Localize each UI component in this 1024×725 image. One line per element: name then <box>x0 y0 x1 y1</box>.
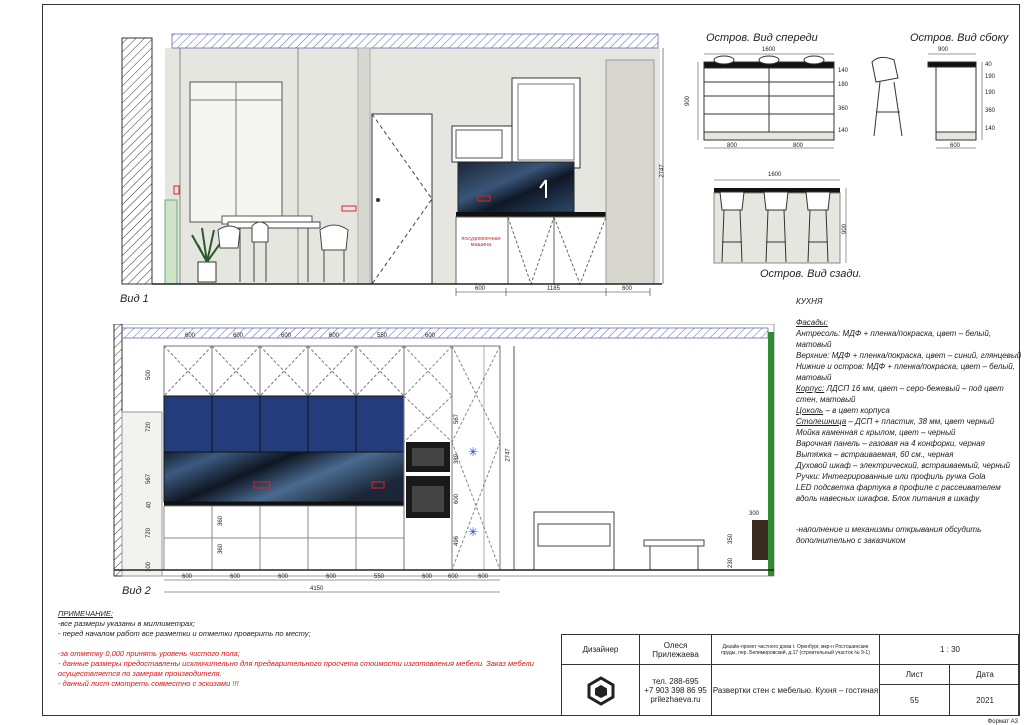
spec-cokol: – в цвет корпуса <box>823 406 890 415</box>
v2-right-3: 600 <box>454 493 461 505</box>
island-side-depth: 600 <box>950 143 961 149</box>
island-back-title: Остров. Вид сзади. <box>760 268 862 280</box>
v2-bot-3: 600 <box>278 574 289 580</box>
island-front-width: 1600 <box>762 47 776 53</box>
island-front-r1: 140 <box>838 68 849 74</box>
island-front-title: Остров. Вид спереди <box>706 32 818 44</box>
island-side-r2: 190 <box>985 74 996 80</box>
v2-top-5: 550 <box>377 333 388 339</box>
v2-top-3: 600 <box>281 333 292 339</box>
island-back-width: 1600 <box>768 172 782 178</box>
island-front-half-b: 800 <box>793 143 804 149</box>
notes-title: ПРИМЕЧАНИЕ: <box>58 609 113 618</box>
view1-dim-2747: 2747 <box>659 164 666 178</box>
v2-top-1: 600 <box>185 333 196 339</box>
v2-bot-2: 600 <box>230 574 241 580</box>
sheet-label: Лист <box>880 665 950 685</box>
spec-handles: Ручки: Интегрированные или профиль ручка Gola <box>796 472 986 481</box>
front-stools <box>714 56 824 64</box>
designer-label: Дизайнер <box>562 635 640 665</box>
v2-bot-6: 600 <box>422 574 433 580</box>
spec-sink: Мойка каменная с крылом, цвет – черный <box>796 428 956 437</box>
v2-dim-360b: 360 <box>218 543 225 555</box>
contact-phone-1: тел. 288-695 <box>652 677 699 686</box>
project-name: Дизайн-проект частного дома г. Оренбург, мкр-н Ростошинские пруды, пер. Белимировский, д.17 (строительный участок № 9-1) <box>712 635 880 665</box>
note-red-3: - данный лист смотреть совместно с эскизами !!! <box>58 679 239 688</box>
format-label: Формат А3 <box>987 719 1018 725</box>
spec-countertop: – ДСП + пластик, 38 мм, цвет черный <box>846 417 995 426</box>
date-label: Дата <box>950 665 1020 685</box>
logo-icon <box>586 676 616 706</box>
island-front-r4: 140 <box>838 128 849 134</box>
view1-label: Вид 1 <box>120 293 149 305</box>
view2-base-cabinets <box>164 506 404 570</box>
tv-stand <box>752 520 768 560</box>
island-side-r3: 190 <box>985 90 996 96</box>
island-side-r4: 360 <box>985 108 996 114</box>
v2-bot-4: 600 <box>326 574 337 580</box>
v2-left-2: 720 <box>146 421 153 433</box>
drawing-title: Развертки стен с мебелью. Кухня – гостиная <box>712 665 880 716</box>
island-back-height: 900 <box>842 223 849 235</box>
island-side-r5: 140 <box>985 126 996 132</box>
island-back-drawing <box>700 178 850 268</box>
v2-left-5: 720 <box>146 527 153 539</box>
note-red-2: - данные размеры предоставлены исключительно для предварительного просчета стоимости изготовления мебели. Заказ мебели осуществляется по замерам производителя. <box>58 659 534 678</box>
designer-name: Олеся Прилежаева <box>640 635 712 665</box>
scale: 1 : 30 <box>880 635 1020 665</box>
green-wall <box>768 332 774 576</box>
upper-blue-cabinets <box>164 396 404 452</box>
view1-elevation <box>110 30 670 300</box>
notes-block <box>58 609 558 689</box>
dishwasher-annotation: посудомоечная машина <box>461 236 501 248</box>
spec-countertop-heading: Столешница <box>796 417 847 426</box>
v2-left-3: 567 <box>146 473 153 485</box>
sheet-number: 55 <box>880 685 950 716</box>
v2-bot-1: 600 <box>182 574 193 580</box>
v2-left-6: 100 <box>146 561 153 573</box>
contact-site: prilezhaeva.ru <box>650 695 701 704</box>
note-2: - перед началом работ все разметки и отметки проверить по месту; <box>58 629 311 638</box>
island-side-title: Остров. Вид сбоку <box>910 32 1009 44</box>
v2-right-2: 389 <box>454 453 461 465</box>
v2-total: 4150 <box>310 586 324 592</box>
contact-phone-2: +7 903 398 86 95 <box>644 686 707 695</box>
v2-bot-8: 600 <box>478 574 489 580</box>
year: 2021 <box>976 696 994 705</box>
spec-facades-heading: Фасады: <box>796 318 828 327</box>
mezzanine-cabinets <box>164 346 404 396</box>
note-red-1: -за отметку 0,000 принять уровень чистого пола; <box>58 649 240 658</box>
view1-dim-600b: 600 <box>622 286 633 292</box>
kitchen-spec <box>796 296 1024 546</box>
spec-facades-2: Верхние: МДФ + пленка/покраска, цвет – синий, глянцевый <box>796 351 1022 360</box>
v2-dim-300: 300 <box>749 511 760 517</box>
island-front-side-drawing <box>690 46 1024 156</box>
spec-title: КУХНЯ <box>796 297 823 306</box>
v2-top-6: 600 <box>425 333 436 339</box>
spec-note: -наполнение и механизмы открывания обсудить дополнительно с заказчиком <box>796 525 982 545</box>
v2-dim-350: 350 <box>728 533 735 545</box>
tall-oven-unit <box>404 346 452 570</box>
title-block <box>561 634 1019 716</box>
spec-cokol-heading: Цоколь <box>796 406 824 415</box>
base-cabinets <box>456 217 606 284</box>
v2-dim-230: 230 <box>728 557 735 569</box>
view1-dim-600a: 600 <box>475 286 486 292</box>
view2-label: Вид 2 <box>122 585 151 597</box>
v2-right-4: 496 <box>454 535 461 547</box>
contacts <box>640 665 712 716</box>
designer-logo <box>562 665 640 716</box>
ceiling-section <box>172 34 658 48</box>
v2-bot-7: 600 <box>448 574 459 580</box>
island-front-r2: 180 <box>838 82 849 88</box>
spec-hob: Варочная панель – газовая на 4 конфорки, черная <box>796 439 985 448</box>
v2-height-2747: 2747 <box>505 448 512 462</box>
island-side-r1: 40 <box>985 62 992 68</box>
backsplash <box>458 162 574 212</box>
island-front-height: 900 <box>685 95 692 107</box>
island-side-width: 900 <box>938 47 949 53</box>
view2-elevation <box>104 324 784 594</box>
v2-left-4: 40 <box>146 501 153 509</box>
v2-right-1: 567 <box>454 413 461 425</box>
view2-backsplash <box>164 452 404 502</box>
spec-korpus: ЛДСП 16 мм, цвет – серо-бежевый – под цвет стен, матовый <box>796 384 1004 404</box>
note-1: -все размеры указаны в миллиметрах; <box>58 619 196 628</box>
spec-led: LED подсветка фартука в профиле с рассеивателем вдоль навесных шкафов. Блок питания в шкафу <box>796 483 1001 503</box>
countertop <box>456 212 606 217</box>
view1-dim-1185: 1185 <box>547 286 560 292</box>
v2-bot-5: 550 <box>374 574 385 580</box>
spec-korpus-heading: Корпус: <box>796 384 825 393</box>
svg-text:✳: ✳ <box>468 525 479 539</box>
spec-facades-3: Нижние и остров: МДФ + пленка/покраска, цвет – белый, матовый <box>796 362 1015 382</box>
spec-hood: Вытяжка – встраиваемая, 60 см., черная <box>796 450 954 459</box>
v2-top-4: 600 <box>329 333 340 339</box>
island-front-r3: 360 <box>838 106 849 112</box>
v2-dim-360a: 360 <box>218 515 225 527</box>
left-wall-section <box>122 38 152 284</box>
v2-top-2: 600 <box>233 333 244 339</box>
green-panel <box>165 200 177 284</box>
v2-left-1: 500 <box>146 369 153 381</box>
entry-door <box>372 114 432 284</box>
sofa <box>534 512 614 570</box>
svg-text:✳: ✳ <box>468 445 479 459</box>
island-front-half-a: 800 <box>727 143 738 149</box>
spec-oven: Духовой шкаф – электрический, встраиваемый, черный <box>796 461 1011 470</box>
spec-facades-1: Антресоль: МДФ + пленка/покраска, цвет – белый, матовый <box>796 329 991 349</box>
